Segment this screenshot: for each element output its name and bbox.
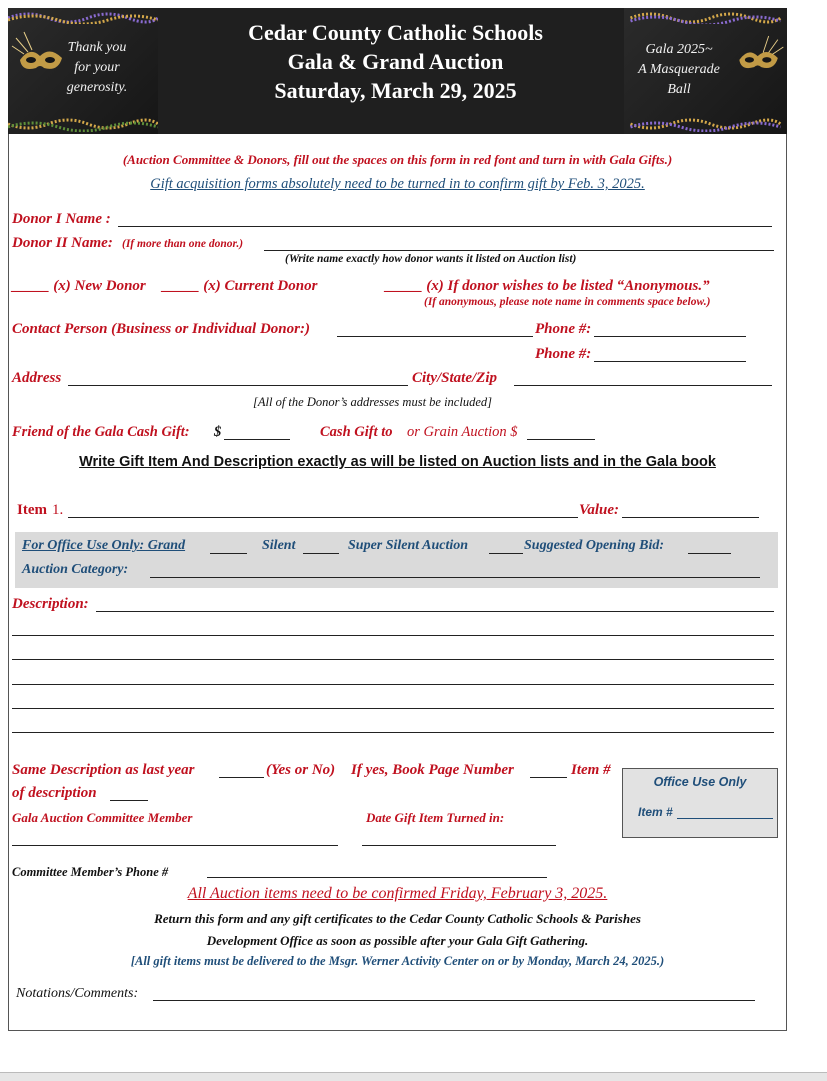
phone-field[interactable] [594, 336, 746, 337]
committee-member-field[interactable] [12, 845, 338, 846]
notations-field[interactable] [153, 1000, 755, 1001]
right-panel-text [624, 40, 734, 100]
currency-sign: $ [214, 424, 222, 440]
of-description-label: of description [12, 785, 97, 801]
member-phone-label: Committee Member’s Phone # [12, 865, 169, 879]
notations-label: Notations/Comments: [16, 986, 139, 1001]
item-hash-label: Item # [571, 762, 611, 778]
committee-member-label: Gala Auction Committee Member [12, 810, 193, 825]
phone2-label: Phone #: [535, 346, 592, 362]
suggested-bid-field[interactable] [688, 553, 731, 554]
donor2-field[interactable] [264, 250, 774, 251]
anonymous-note: (If anonymous, please note name in comments space below.) [424, 296, 711, 308]
panel-line: generosity. [66, 80, 128, 95]
panel-line: Gala 2025~ [645, 42, 713, 57]
beads-icon [624, 10, 787, 24]
office-box-item-field[interactable] [677, 818, 773, 819]
auction-category-label: Auction Category: [22, 562, 129, 577]
header-banner [8, 8, 787, 134]
description-field[interactable] [96, 611, 774, 612]
cash-gift-label: Cash Gift to [320, 424, 393, 440]
phone-label: Phone #: [535, 321, 592, 337]
book-page-field[interactable] [530, 777, 567, 778]
anonymous-option[interactable]: _____ (x) If donor wishes to be listed “Anonymous.” [385, 278, 710, 294]
super-silent-label: Super Silent Auction [348, 538, 469, 553]
same-desc-field[interactable] [219, 777, 264, 778]
description-line[interactable] [12, 659, 774, 660]
contact-label: Contact Person (Business or Individual Donor:) [12, 321, 310, 337]
grand-field[interactable] [210, 553, 247, 554]
office-box-item-label: Item # [638, 805, 673, 819]
description-label: Description: [12, 596, 89, 612]
donor1-field[interactable] [118, 226, 772, 227]
donor2-note: (If more than one donor.) [122, 238, 244, 250]
item-heading: Write Gift Item And Description exactly as will be listed on Auction lists and in the Gala book [79, 454, 716, 470]
panel-line: Ball [667, 82, 691, 97]
description-line[interactable] [12, 732, 774, 733]
grain-auction-label: or Grain Auction $ [407, 424, 518, 440]
right-decor-panel [624, 8, 787, 134]
description-line[interactable] [12, 635, 774, 636]
left-panel-text [42, 38, 152, 98]
beads-icon [8, 10, 158, 24]
instructions-text: (Auction Committee & Donors, fill out the spaces on this form in red font and turn in with Gala Gifts.) [122, 152, 673, 167]
panel-line: Thank you [67, 40, 127, 55]
return-line2: Development Office as soon as possible after your Gala Gift Gathering. [206, 933, 589, 948]
office-use-box [622, 768, 778, 838]
value-label: Value: [579, 502, 620, 518]
item-number: 1. [52, 502, 64, 518]
office-box-title: Office Use Only [653, 775, 747, 789]
auction-category-field[interactable] [150, 577, 760, 578]
item-label: Item [17, 502, 47, 518]
address-label: Address [12, 370, 62, 386]
same-desc-label: Same Description as last year [12, 762, 195, 778]
masquerade-mask-icon [732, 28, 787, 88]
date-turned-in-field[interactable] [362, 845, 556, 846]
address-note: [All of the Donor’s addresses must be included] [253, 395, 492, 409]
item-field[interactable] [68, 517, 578, 518]
current-donor-option[interactable]: _____ (x) Current Donor [162, 278, 318, 294]
confirm-notice: All Auction items need to be confirmed Friday, February 3, 2025. [187, 885, 608, 902]
member-phone-field[interactable] [207, 877, 547, 878]
donor2-label: Donor II Name: [12, 235, 113, 251]
new-donor-option[interactable]: _____ (x) New Donor [12, 278, 146, 294]
book-page-label: If yes, Book Page Number [351, 762, 514, 778]
contact-field[interactable] [337, 336, 533, 337]
left-decor-panel [8, 8, 158, 134]
name-note: (Write name exactly how donor wants it listed on Auction list) [285, 253, 577, 265]
address-field[interactable] [68, 385, 408, 386]
panel-line: for your [74, 60, 120, 75]
description-line[interactable] [12, 708, 774, 709]
friend-gift-label: Friend of the Gala Cash Gift: [12, 424, 190, 440]
header-title-line1: Cedar County Catholic Schools [248, 20, 543, 45]
donor1-label: Donor I Name : [12, 211, 111, 227]
suggested-bid-label: Suggested Opening Bid: [524, 538, 665, 553]
deadline-text: Gift acquisition forms absolutely need to be turned in to confirm gift by Feb. 3, 2025. [150, 176, 645, 192]
friend-gift-field[interactable] [224, 439, 290, 440]
header-date: Saturday, March 29, 2025 [274, 78, 517, 103]
header-title-line2: Gala & Grand Auction [287, 49, 504, 74]
super-silent-field[interactable] [489, 553, 523, 554]
city-field[interactable] [514, 385, 772, 386]
panel-line: A Masquerade [638, 62, 720, 77]
of-description-field[interactable] [110, 800, 148, 801]
grain-auction-field[interactable] [527, 439, 595, 440]
office-use-label: For Office Use Only: Grand [22, 538, 186, 553]
description-line[interactable] [12, 684, 774, 685]
delivery-note: [All gift items must be delivered to the Msgr. Werner Activity Center on or by Monday, March 24, 2025.) [130, 954, 665, 968]
beads-icon [624, 118, 787, 132]
value-field[interactable] [622, 517, 759, 518]
phone2-field[interactable] [594, 361, 746, 362]
return-line1: Return this form and any gift certificates to the Cedar County Catholic Schools & Parishes [154, 911, 641, 926]
beads-icon [8, 118, 158, 132]
yes-no-label: (Yes or No) [266, 762, 336, 778]
city-label: City/State/Zip [412, 370, 497, 386]
date-turned-in-label: Date Gift Item Turned in: [366, 810, 505, 825]
silent-label: Silent [262, 538, 296, 553]
silent-field[interactable] [303, 553, 339, 554]
